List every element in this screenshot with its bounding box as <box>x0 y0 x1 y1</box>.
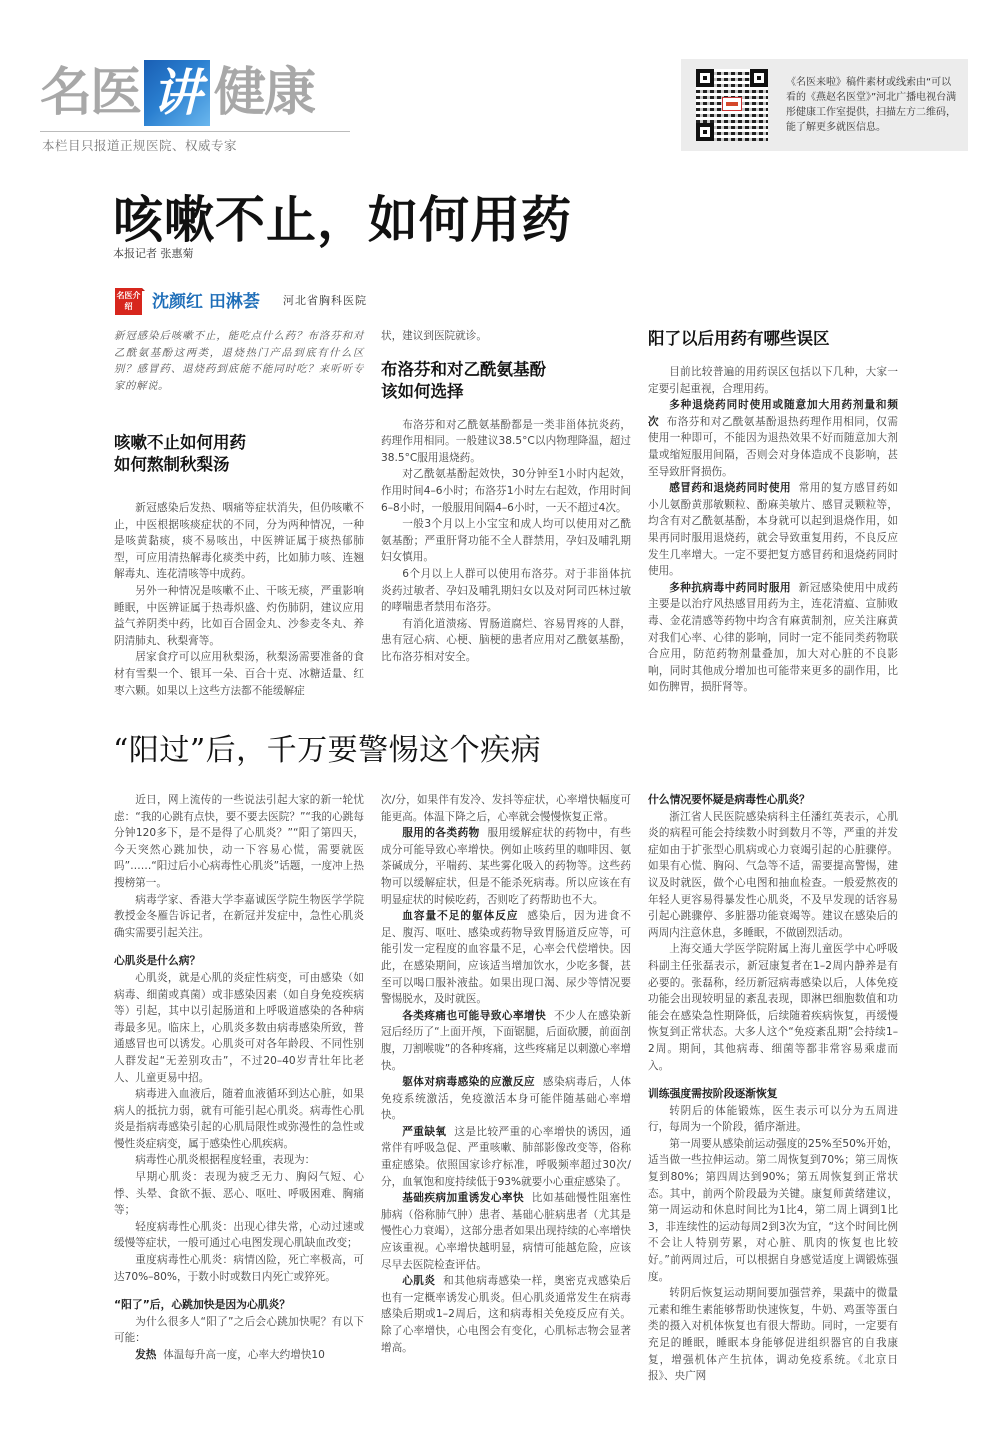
column-logo <box>40 58 350 128</box>
paragraph <box>648 580 898 696</box>
expert-names: 沈颜红 田淋荟 <box>152 292 260 312</box>
paragraph: 病毒性心肌炎根据程度轻重，表现为： <box>135 1154 316 1167</box>
logo-char: 康 <box>264 63 315 123</box>
paragraph-text: 感染后，因为进食不足、腹泻、呕吐、感染或药物导致胃肠道反应等，可能引发一定程度的血容量不足，心率会代偿增快。因此，在感染期间，应该适当增加饮水，少吃多餐，甚至可以喝口服补液盐。如果出现口渴、尿少等情况要警惕脱水，及时就医。 <box>381 910 631 1006</box>
bold-lead: 躯体对病毒感染的应激反应 <box>402 1076 536 1089</box>
section-title: 该如何选择 <box>381 381 464 401</box>
paragraph: 为什么很多人“阳了”之后会心跳加快呢？有以下可能： <box>114 1315 364 1345</box>
article1-intro: 新冠感染后咳嗽不止，能吃点什么药？布洛芬和对乙酰氨基酚这两类，退烧热门产品到底有什么区别？感冒药、退烧药到底能不能同时吃？来听听专家的解说。 <box>114 330 364 392</box>
section-title: 如何熬制秋梨汤 <box>114 455 230 474</box>
paragraph-text: 比如基础慢性阻塞性肺病（俗称肺气肿）患者、基础心脏病患者（尤其是慢性心力衰竭），这部分患者如果出现持续的心率增快应该重视。心率增快越明显，病情可能越危险，应该尽早去医院检查评估。 <box>381 1192 632 1271</box>
paragraph: 另外一种情况是咳嗽不止、干咳无痰，严重影响睡眠，中医辨证属于热毒炽盛、灼伤肺阴，建议应用益气养阴类中药，比如百合固金丸、沙参麦冬丸、养阴清肺丸、秋梨膏等。 <box>114 584 364 647</box>
paragraph: 对乙酰氨基酚起效快，30分钟至1小时内起效，作用时间4–6小时；布洛芬1小时左右起效，作用时间6–8小时，一般服用间隔4–6小时，一天不超过4次。 <box>381 468 631 514</box>
section-title: 阳了以后用药有哪些误区 <box>648 329 830 348</box>
bold-lead: 严重缺氧 <box>402 1125 447 1138</box>
question-heading: 什么情况要怀疑是病毒性心肌炎？ <box>648 793 810 806</box>
article2-column-2 <box>381 792 631 1356</box>
paragraph: 浙江省人民医院感染病科主任潘红英表示，心肌炎的病程可能会持续数小时到数月不等，严重的并发症如由于扩张型心肌病或心力衰竭引起的心脏骤停。如果有心慌、胸闷、气急等不适，需要提高警惕，建议及时就医，做个心电图和抽血检查。一般爱熬夜的年轻人更容易得暴发性心肌炎，不及早发现的话容易引起心跳骤停、多脏器功能衰竭等。建议在感染后的两周内注意休息，多睡眠，不做剧烈活动。 <box>648 810 898 939</box>
paragraph: 目前比较普遍的用药误区包括以下几种，大家一定要引起重视，合理用药。 <box>648 366 898 395</box>
paragraph-text: 不少人在感染新冠后经历了“上面开颅，下面锯腿，后面砍腰，前面剖腹，刀割喉咙”的各种疼痛，这些疼痛足以刺激心率增快。 <box>381 1009 632 1072</box>
article2-column-1 <box>114 792 364 1364</box>
paragraph-text: 这是比较严重的心率增快的诱因，通常伴有呼吸急促、严重咳嗽、肺部影像改变等，俗称重症感染。依照国家诊疗标准，呼吸频率超过30次/分，血氧饱和度持续低于93%就要小心重症感染了。 <box>381 1125 632 1188</box>
masthead-subtitle: 本栏目只报道正规医院、权威专家 <box>42 138 238 153</box>
question-heading: 心肌炎是什么病？ <box>114 954 201 968</box>
article2-headline: “阳过”后，千万要警惕这个疾病 <box>113 733 542 768</box>
qr-finder-icon <box>696 123 714 141</box>
paragraph: 重度病毒性心肌炎：病情凶险，死亡率极高，可达70%–80%，于数小时或数日内死亡或猝死。 <box>114 1254 364 1283</box>
article1-column-3 <box>648 328 898 696</box>
paragraph: 早期心肌炎：表现为疲乏无力、胸闷气短、心悸、头晕、食欲不振、恶心、呕吐、呼吸困难、胸痛等； <box>114 1171 364 1217</box>
qr-description: 《名医来啦》稿件素材或线索由“可以看的《燕赵名医堂》”河北广播电视台满彤健康工作室提供，扫描左方二维码，能了解更多就医信息。 <box>786 77 957 133</box>
paragraph: 心肌炎，就是心肌的炎症性病变，可由感染（如病毒、细菌或真菌）或非感染因素（如自身免疫疾病等）引起，其中以引起肠道和上呼吸道感染的各种病毒最多见。临床上，心肌炎多数由病毒感染所致，普通感冒也可以诱发。心肌炎可对各年龄段、不同性别人群发起“无差别攻击”，不过20–40岁青壮年比老人、儿童更易中招。 <box>114 971 364 1084</box>
paragraph <box>648 480 898 580</box>
paragraph: 一般3个月以上小宝宝和成人均可以使用对乙酰氨基酚；严重肝肾功能不全人群禁用，孕妇及哺乳期妇女慎用。 <box>381 518 631 564</box>
paragraph: 近日，网上流传的一些说法引起大家的新一轮忧虑：“我的心跳有点快，要不要去医院？”“我的心跳每分钟120多下，是不是得了心肌炎？”“阳了第四天，今天突然心跳加快，动一下容易心慌，需要就医吗”……“阳过后小心病毒性心肌炎”话题，一度冲上热搜榜第一。 <box>114 794 364 889</box>
article1-byline: 本报记者 张惠菊 <box>113 247 194 260</box>
paragraph-text: 体温每升高一度，心率大约增快10 <box>163 1349 325 1361</box>
logo-highlight-char: 讲 <box>144 60 210 126</box>
expert-intro-badge: 名医介绍 <box>115 288 142 315</box>
paragraph-text: 服用缓解症状的药物中，有些成分可能导致心率增快。例如止咳药里的咖啡因、氨茶碱成分，平喘药、某些雾化吸入的药物等。这些药物可以缓解症状，但是不能杀死病毒。所以应该在有明显症状的时候吃药，否则吃了药帮助也不大。 <box>381 827 632 906</box>
paragraph <box>381 825 631 908</box>
qr-finder-icon <box>750 69 768 87</box>
paragraph: 病毒进入血液后，随着血液循环到达心脏，如果病人的抵抗力弱，就有可能引起心肌炎。病毒性心肌炎是指病毒感染引起的心肌局限性或弥漫性的急性或慢性炎症病变，属于感染性心肌疾病。 <box>114 1088 364 1150</box>
article2-column-3 <box>648 792 898 1385</box>
paragraph <box>648 397 898 480</box>
bold-lead: 多种退烧药同时使用或随意加大用药剂量和频次 <box>648 399 898 428</box>
paragraph-text: 布洛芬和对乙酰氨基酚退热药理作用相同，仅需使用一种即可，不能因为退热效果不好而随意加大剂量或缩短服用间隔，否则会对身体造成不良影响，甚至导致肝肾损伤。 <box>648 415 898 478</box>
qr-code-icon[interactable] <box>696 69 768 141</box>
question-heading: 训练强度需按阶段逐渐恢复 <box>648 1087 778 1101</box>
paragraph: 病毒学家、香港大学李嘉诚医学院生物医学学院教授金冬雁告诉记者，在新冠并发症中，急性心肌炎确实需要引起关注。 <box>114 893 364 939</box>
bold-lead: 心肌炎 <box>402 1275 436 1288</box>
question-heading: “阳了”后，心跳加快是因为心肌炎？ <box>114 1298 291 1312</box>
paragraph <box>381 1008 631 1074</box>
masthead-divider <box>40 131 350 132</box>
paragraph: 新冠感染后发热、咽痛等症状消失，但仍咳嗽不止，中医根据咳痰症状的不同，分为两种情况，一种是咳黄黏痰，痰不易咳出，中医辨证属于痰热郁肺型，可应用清热解毒化痰类中药，比如肺力咳、连翘解毒丸、连花清咳等中成药。 <box>114 502 364 581</box>
section-title: 布洛芬和对乙酰氨基酚 <box>381 359 546 379</box>
bold-lead: 感冒药和退烧药同时使用 <box>669 482 792 495</box>
bold-lead: 各类疼痛也可能导致心率增快 <box>402 1009 547 1022</box>
paragraph: 上海交通大学医学院附属上海儿童医学中心呼吸科副主任张磊表示，新冠康复者在1–2周内静养是有必要的。张磊称，经历新冠病毒感染以后，人体免疫功能会出现较明显的紊乱表现，即淋巴细胞数值和功能会在感染急性期降低，后续随着疾病恢复，再缓慢恢复到正常状态。大多人这个“免疫紊乱期”会持续1–2周。期间，其他病毒、细菌等都非常容易乘虚而入。 <box>648 943 898 1072</box>
expert-hospital: 河北省胸科医院 <box>283 294 367 307</box>
paragraph: 次/分，如果伴有发冷、发抖等症状，心率增快幅度可能更高。体温下降之后，心率就会慢慢恢复正常。 <box>381 794 631 823</box>
article1-column-1 <box>114 328 364 699</box>
paragraph: 第一周要从感染前运动强度的25%至50%开始，适当做一些拉伸运动。第二周恢复到70%；第三周恢复到80%；第四周达到90%；第五周恢复到正常状态。其中，前两个阶段最为关键。康复师黄绪建议，第一周运动和休息时间比为1比4，第二周上调到1比3，非连续性的运动每周2到3次为宜，“这个时间比例不会让人特别劳累，对心脏、肌肉的恢复也比较好。”前两周过后，可以根据自身感觉适度上调锻炼强度。 <box>648 1137 898 1283</box>
section-title: 咳嗽不止如何用药 <box>114 433 246 452</box>
paragraph: 有消化道溃疡、胃肠道腐烂、容易胃疼的人群，患有冠心病、心梗、脑梗的患者应用对乙酰氨基酚，比布洛芬相对安全。 <box>381 617 631 663</box>
qr-finder-icon <box>696 69 714 87</box>
qr-info-panel <box>681 59 968 151</box>
column-masthead <box>40 58 350 128</box>
paragraph-text: 和其他病毒感染一样，奥密克戎感染后也有一定概率诱发心肌炎。但心肌炎通常发生在病毒感染后期或1–2周后，这和病毒相关免疫反应有关。除了心率增快，心电图会有变化，心肌标志物会显著增高。 <box>381 1275 632 1354</box>
logo-char: 医 <box>90 63 141 123</box>
paragraph: 转阴后恢复运动期间要加强营养，果蔬中的微量元素和维生素能够帮助快速恢复，牛奶、鸡蛋等蛋白类的摄入对机体恢复也有很大帮助。同时，一定要有充足的睡眠，睡眠本身能够促进组织器官的自我康复，增强机体产生抗体，调动免疫系统。《北京日报》、央广网 <box>648 1287 898 1383</box>
paragraph <box>381 1124 631 1190</box>
bold-lead: 基础疾病加重诱发心率快 <box>402 1192 525 1205</box>
paragraph: 状，建议到医院就诊。 <box>381 330 487 342</box>
paragraph: 布洛芬和对乙酰氨基酚都是一类非甾体抗炎药，药理作用相同。一般建议38.5°C以内物理降温，超过38.5°C服用退烧药。 <box>381 418 631 464</box>
bold-lead: 服用的各类药物 <box>402 827 480 840</box>
bold-lead: 多种抗病毒中药同时服用 <box>669 581 792 594</box>
logo-char: 健 <box>214 63 265 123</box>
article1-headline: 咳嗽不止，如何用药 <box>113 190 572 249</box>
paragraph <box>381 1074 631 1124</box>
paragraph-text: 常用的复方感冒药如小儿氨酚黄那敏颗粒、酚麻美敏片、感冒灵颗粒等，均含有对乙酰氨基酚，本身就可以起到退烧作用，如果再同时服用退烧药，就会导致重复用药，不良反应发生几率增大。一定不要把复方感冒药和退烧药同时使用。 <box>648 482 899 578</box>
paragraph: 居家食疗可以应用秋梨汤，秋梨汤需要准备的食材有雪梨一个、银耳一朵、百合十克、冰糖适量、红枣六颗。如果以上这些方法都不能缓解症 <box>114 651 364 697</box>
paragraph <box>381 1273 631 1356</box>
paragraph-text: 新冠感染使用中成药主要是以治疗风热感冒用药为主，连花清瘟、宣肺败毒、金花清感等药物中均含有麻黄制剂，应关注麻黄对我们心率、心律的影响，同时一定不能同类药物联合应用，防范药物剂量叠加，加大对心脏的不良影响，同时其他成分增加也可能带来更多的副作用，比如伤脾胃，损肝肾等。 <box>648 581 899 694</box>
paragraph <box>381 908 631 1008</box>
paragraph-text: 感染病毒后，人体免疫系统激活，免疫激活本身可能伴随基础心率增快。 <box>381 1076 632 1122</box>
paragraph: 转阴后的体能锻炼，医生表示可以分为五周进行，每周为一个阶段，循序渐进。 <box>648 1104 898 1134</box>
paragraph: 轻度病毒性心肌炎：出现心律失常，心动过速或缓慢等症状，一般可通过心电图发现心肌缺血改变； <box>114 1220 364 1250</box>
bold-lead: 血容量不足的躯体反应 <box>402 910 519 923</box>
paragraph <box>381 1190 631 1273</box>
paragraph <box>114 1347 364 1364</box>
station-logo-icon <box>722 97 742 111</box>
logo-char: 名 <box>40 63 91 123</box>
bold-lead: 发热 <box>135 1349 157 1361</box>
article1-column-2 <box>381 328 631 666</box>
paragraph: 6个月以上人群可以使用布洛芬。对于非甾体抗炎药过敏者、孕妇及哺乳期妇女以及对阿司匹林过敏的哮喘患者禁用布洛芬。 <box>381 567 631 614</box>
